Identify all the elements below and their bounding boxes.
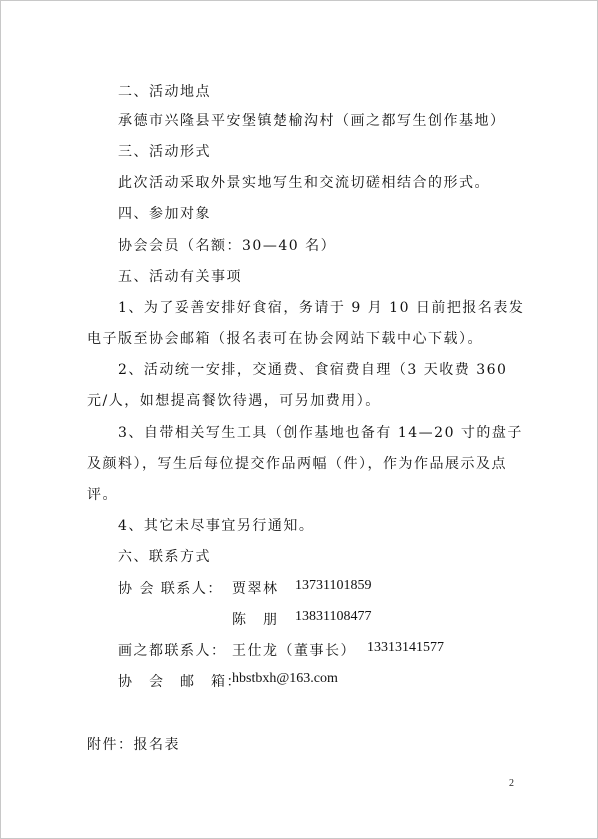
matters-item3-line3: 评。 — [87, 487, 118, 503]
email-address[interactable]: hbstbxh@163.com — [232, 671, 338, 686]
base-contact-name: 王仕龙（董事长） — [232, 643, 356, 659]
matters-item3-line1: 3、自带相关写生工具（创作基地也备有 14—20 寸的盘子 — [118, 425, 523, 441]
attachment-note: 附件：报名表 — [87, 737, 180, 753]
section-heading-location: 二、活动地点 — [118, 84, 211, 100]
base-contact-label: 画之都联系人： — [118, 643, 227, 659]
section-heading-format: 三、活动形式 — [118, 144, 211, 160]
format-text: 此次活动采取外景实地写生和交流切磋相结合的形式。 — [118, 175, 490, 191]
section-heading-contact: 六、联系方式 — [118, 549, 211, 565]
assoc-contact-name1: 贾翠林 — [232, 581, 279, 597]
assoc-contact-label: 协 会 联系人： — [118, 581, 223, 597]
assoc-contact-phone2: 13831108477 — [295, 609, 372, 624]
location-text: 承德市兴隆县平安堡镇楚榆沟村（画之都写生创作基地） — [118, 113, 506, 129]
participants-text: 协会会员（名额：30—40 名） — [118, 238, 337, 254]
assoc-contact-name2: 陈 朋 — [232, 612, 279, 628]
base-contact-phone: 13313141577 — [367, 640, 444, 655]
section-heading-matters: 五、活动有关事项 — [118, 269, 242, 285]
matters-item2-line1: 2、活动统一安排，交通费、食宿费自理（3 天收费 360 — [118, 362, 508, 378]
matters-item3-line2: 及颜料），写生后每位提交作品两幅（件），作为作品展示及点 — [87, 456, 507, 472]
matters-item1-line2: 电子版至协会邮箱（报名表可在协会网站下载中心下载）。 — [87, 331, 483, 347]
email-label: 协 会 邮 箱： — [118, 674, 242, 690]
section-heading-participants: 四、参加对象 — [118, 206, 211, 222]
assoc-contact-phone1: 13731101859 — [295, 578, 372, 593]
page-number: 2 — [509, 778, 514, 789]
matters-item4: 4、其它未尽事宜另行通知。 — [118, 518, 315, 534]
matters-item2-line2: 元/人，如想提高餐饮待遇，可另加费用）。 — [87, 393, 381, 409]
matters-item1-line1: 1、为了妥善安排好食宿，务请于 9 月 10 日前把报名表发 — [118, 300, 525, 316]
